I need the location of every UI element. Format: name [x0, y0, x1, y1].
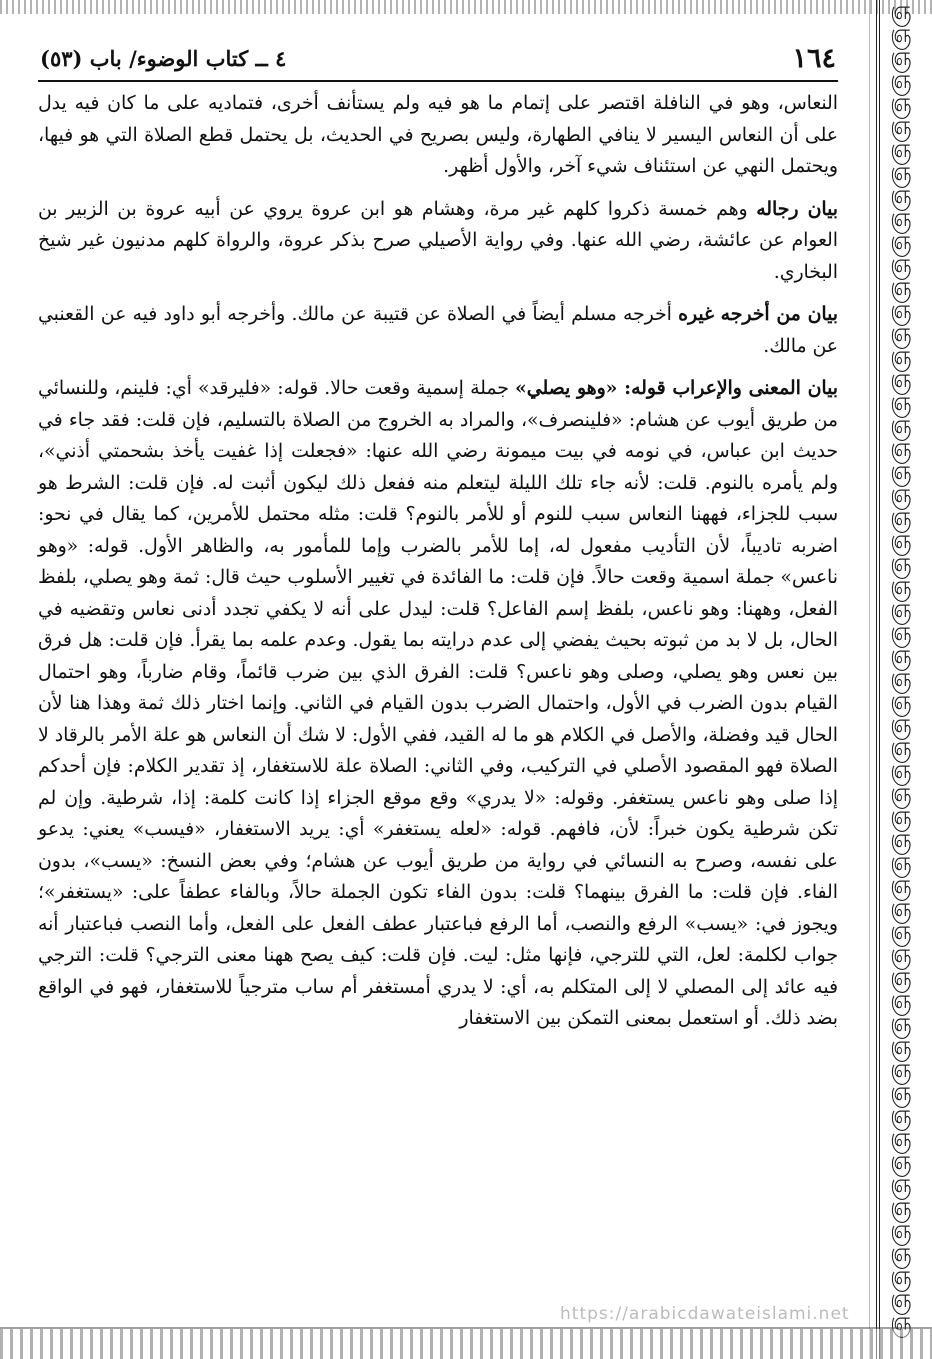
ornament-icon: ஞ	[890, 824, 912, 854]
paragraph-text: جملة إسمية وقعت حالا. قوله: «فليرقد» أي: فلينم، وللنسائي من طريق أيوب عن هشام: «فلينصرف»، والمراد به الخروج من الصلاة بالتسليم، فإن قلت: فقد جاء في حديث ابن عباس، في نومه في بيت ميمونة رضي الله عنها: «فجعلت إذا غفيت يأخذ بشحمتي أذني»، ولم يأمره بالنوم. قلت: لأنه جاء تلك الليلة ليتعلم منه ففعل ذلك ليكون أثبت له. فإن قلت: الشرط هو سبب للجزاء، فههنا النعاس سبب للنوم أو للأمر بالنوم؟ قلت: مثله محتمل للأمرين، كما يقال في نحو: اضربه تاديباً، لأن التأديب مفعول له، إما للأمر بالضرب وإما للمأمور به، والظاهر الأول. قوله: «وهو ناعس» جملة اسمية وقعت حالاً. فإن قلت: ما الفائدة في تغيير الأسلوب حيث قال: ثمة وهو يصلي، بلفظ الفعل، وههنا: وهو ناعس، بلفظ إسم الفاعل؟ قلت: ليدل على أنه لا يكفي تجدد أدنى نعاس وتقضيه في الحال، بل لا بد من ثبوته بحيث يفضي إلى عدم درايته بما يقول. وعدم علمه بما يقرأ. فإن قلت: هل فرق بين نعس وهو يصلي، وصلى وهو ناعس؟ قلت: الفرق الذي بين ضرب قائماً، وقام ضارباً، وهو احتمال القيام بدون الضرب في الأول، واحتمال الضرب بدون القيام في الثاني. وإنما اختار ذلك ثمة وهذا هنا لأن الحال قيد وفضلة، والأصل في الكلام هو ما له القيد، ففي الأول: لا شك أن النعاس هو علة الأمر بالرقاد لا الصلاة فهو المقصود الأصلي في التركيب، وفي الثاني: الصلاة علة للاستغفار، إذ تقدير الكلام: فإن أحدكم إذا صلى وهو ناعس يستغفر. وقوله: «لا يدري» وقع موقع الجزاء إذا كانت كلمة: إذا، شرطية. وإن لم تكن شرطية يكون خبراً: لأن، فافهم. قوله: «لعله يستغفر» أي: يريد الاستغفار، «فيسب» يعني: يدعو على نفسه، وصرح به النسائي في رواية من طريق أيوب عن هشام؛ وفي بعض النسخ: «يسب»، بدون الفاء. فإن قلت: ما الفرق بينهما؟ قلت: بدون الفاء تكون الجملة حالاً، وبالفاء عطفاً على: «يستغفر»؛ ويجوز في: «يسب» الرفع والنصب، أما الرفع فباعتبار عطف الفعل على الفعل، وأما النصب فباعتبار أنه جواب لكلمة: لعل، التي للترجي، فإنها مثل: ليت. فإن قلت: كيف يصح ههنا معنى الترجي؟ قلت: الترجي فيه عائد إلى المصلي لا إلى المتكلم به، أي: لا يدري أمستغفر أم ساب مترجياً للاستغفار، فهو في الواقع بضد ذلك. أو استعمل بمعنى التمكن بين الاستغفار	[38, 378, 838, 1029]
right-ornament-border	[869, 0, 932, 1359]
paragraph-narrators	[38, 194, 838, 289]
watermark-url: https://arabicdawateislami.net	[560, 1304, 850, 1324]
ornament-icon: ஞ	[890, 985, 912, 1015]
page-number: ١٦٤	[792, 42, 836, 74]
ornament-icon: ஞ	[890, 0, 912, 26]
ornament-icon: ஞ	[890, 410, 912, 440]
ornament-icon: ஞ	[890, 180, 912, 210]
ornament-icon: ஞ	[890, 962, 912, 992]
ornament-icon: ஞ	[890, 755, 912, 785]
ornament-icon: ஞ	[890, 640, 912, 670]
ornament-icon: ஞ	[890, 203, 912, 233]
ornament-icon: ஞ	[890, 778, 912, 808]
running-header	[38, 36, 838, 82]
ornament-icon: ஞ	[890, 893, 912, 923]
ornament-icon: ஞ	[890, 1146, 912, 1176]
ornament-icon: ஞ	[890, 1192, 912, 1222]
ornament-icon: ஞ	[890, 249, 912, 279]
ornament-icon: ஞ	[890, 548, 912, 578]
ornament-icon: ஞ	[890, 525, 912, 555]
paragraph-meaning	[38, 373, 838, 1035]
bottom-ornament-border	[0, 1327, 932, 1359]
ornament-icon: ஞ	[890, 88, 912, 118]
paragraph-text: وهم خمسة ذكروا كلهم غير مرة، وهشام هو ابن عروة يروي عن أبيه عروة بن الزبير بن العوام عن عائشة، رضي الله عنها. وفي رواية الأصيلي صرح بذكر عروة، والرواة كلهم مدنيون غير شيخ البخاري.	[38, 198, 838, 283]
ornament-column	[887, 0, 915, 1337]
body-text	[38, 88, 838, 1035]
ornament-icon: ஞ	[890, 502, 912, 532]
top-ornament-border	[0, 0, 932, 14]
chapter-title: ٤ ــ كتاب الوضوء/ باب (٥٣)	[40, 45, 287, 71]
ornament-icon: ஞ	[890, 19, 912, 49]
ornament-icon: ஞ	[890, 1261, 912, 1291]
ornament-icon: ஞ	[890, 479, 912, 509]
ornament-icon: ஞ	[890, 709, 912, 739]
ornament-icon: ஞ	[890, 364, 912, 394]
ornament-icon: ஞ	[890, 1100, 912, 1130]
ornament-icon: ஞ	[890, 663, 912, 693]
ornament-icon: ஞ	[890, 157, 912, 187]
ornament-icon: ஞ	[890, 134, 912, 164]
paragraph-sources	[38, 299, 838, 362]
ornament-icon: ஞ	[890, 594, 912, 624]
section-heading: بيان المعنى والإعراب قوله: «وهو يصلي»	[515, 377, 838, 399]
ornament-icon: ஞ	[890, 1238, 912, 1268]
ornament-icon: ஞ	[890, 1077, 912, 1107]
paragraph-text: أخرجه مسلم أيضاً في الصلاة عن قتيبة عن مالك. وأخرجه أبو داود فيه عن القعنبي عن مالك.	[38, 304, 838, 357]
paragraph-intro	[38, 88, 838, 183]
ornament-icon: ஞ	[890, 1169, 912, 1199]
section-heading: بيان رجاله	[756, 197, 838, 220]
ornament-icon: ஞ	[890, 272, 912, 302]
ornament-icon: ஞ	[890, 318, 912, 348]
book-page	[38, 36, 838, 1035]
ornament-icon: ஞ	[890, 686, 912, 716]
ornament-icon: ஞ	[890, 341, 912, 371]
ornament-icon: ஞ	[890, 732, 912, 762]
ornament-icon: ஞ	[890, 801, 912, 831]
ornament-icon: ஞ	[890, 387, 912, 417]
ornament-icon: ஞ	[890, 847, 912, 877]
ornament-icon: ஞ	[890, 617, 912, 647]
ornament-icon: ஞ	[890, 870, 912, 900]
ornament-icon: ஞ	[890, 1031, 912, 1061]
ornament-icon: ஞ	[890, 1123, 912, 1153]
ornament-icon: ஞ	[890, 1008, 912, 1038]
section-heading: بيان من أخرجه غيره	[678, 303, 838, 325]
ornament-icon: ஞ	[890, 571, 912, 601]
ornament-icon: ஞ	[890, 42, 912, 72]
ornament-icon: ஞ	[890, 916, 912, 946]
ornament-icon: ஞ	[890, 1215, 912, 1245]
ornament-icon: ஞ	[890, 939, 912, 969]
ornament-icon: ஞ	[890, 226, 912, 256]
ornament-icon: ஞ	[890, 65, 912, 95]
ornament-icon: ஞ	[890, 1307, 912, 1337]
paragraph-text: النعاس، وهو في النافلة اقتصر على إتمام ما هو فيه ولم يستأنف أخرى، فتماديه على ما كان فيه يدل على أن النعاس اليسير لا ينافي الطهارة، وليس بصريح في الحديث، بل يحتمل قطع الصلاة التي هو فيها، ويحتمل النهي عن استئناف شيء آخر، والأول أظهر.	[38, 93, 838, 177]
ornament-icon: ஞ	[890, 111, 912, 141]
ornament-icon: ஞ	[890, 1284, 912, 1314]
border-lines	[876, 0, 880, 1359]
ornament-icon: ஞ	[890, 456, 912, 486]
ornament-icon: ஞ	[890, 295, 912, 325]
ornament-icon: ஞ	[890, 1054, 912, 1084]
ornament-icon: ஞ	[890, 433, 912, 463]
